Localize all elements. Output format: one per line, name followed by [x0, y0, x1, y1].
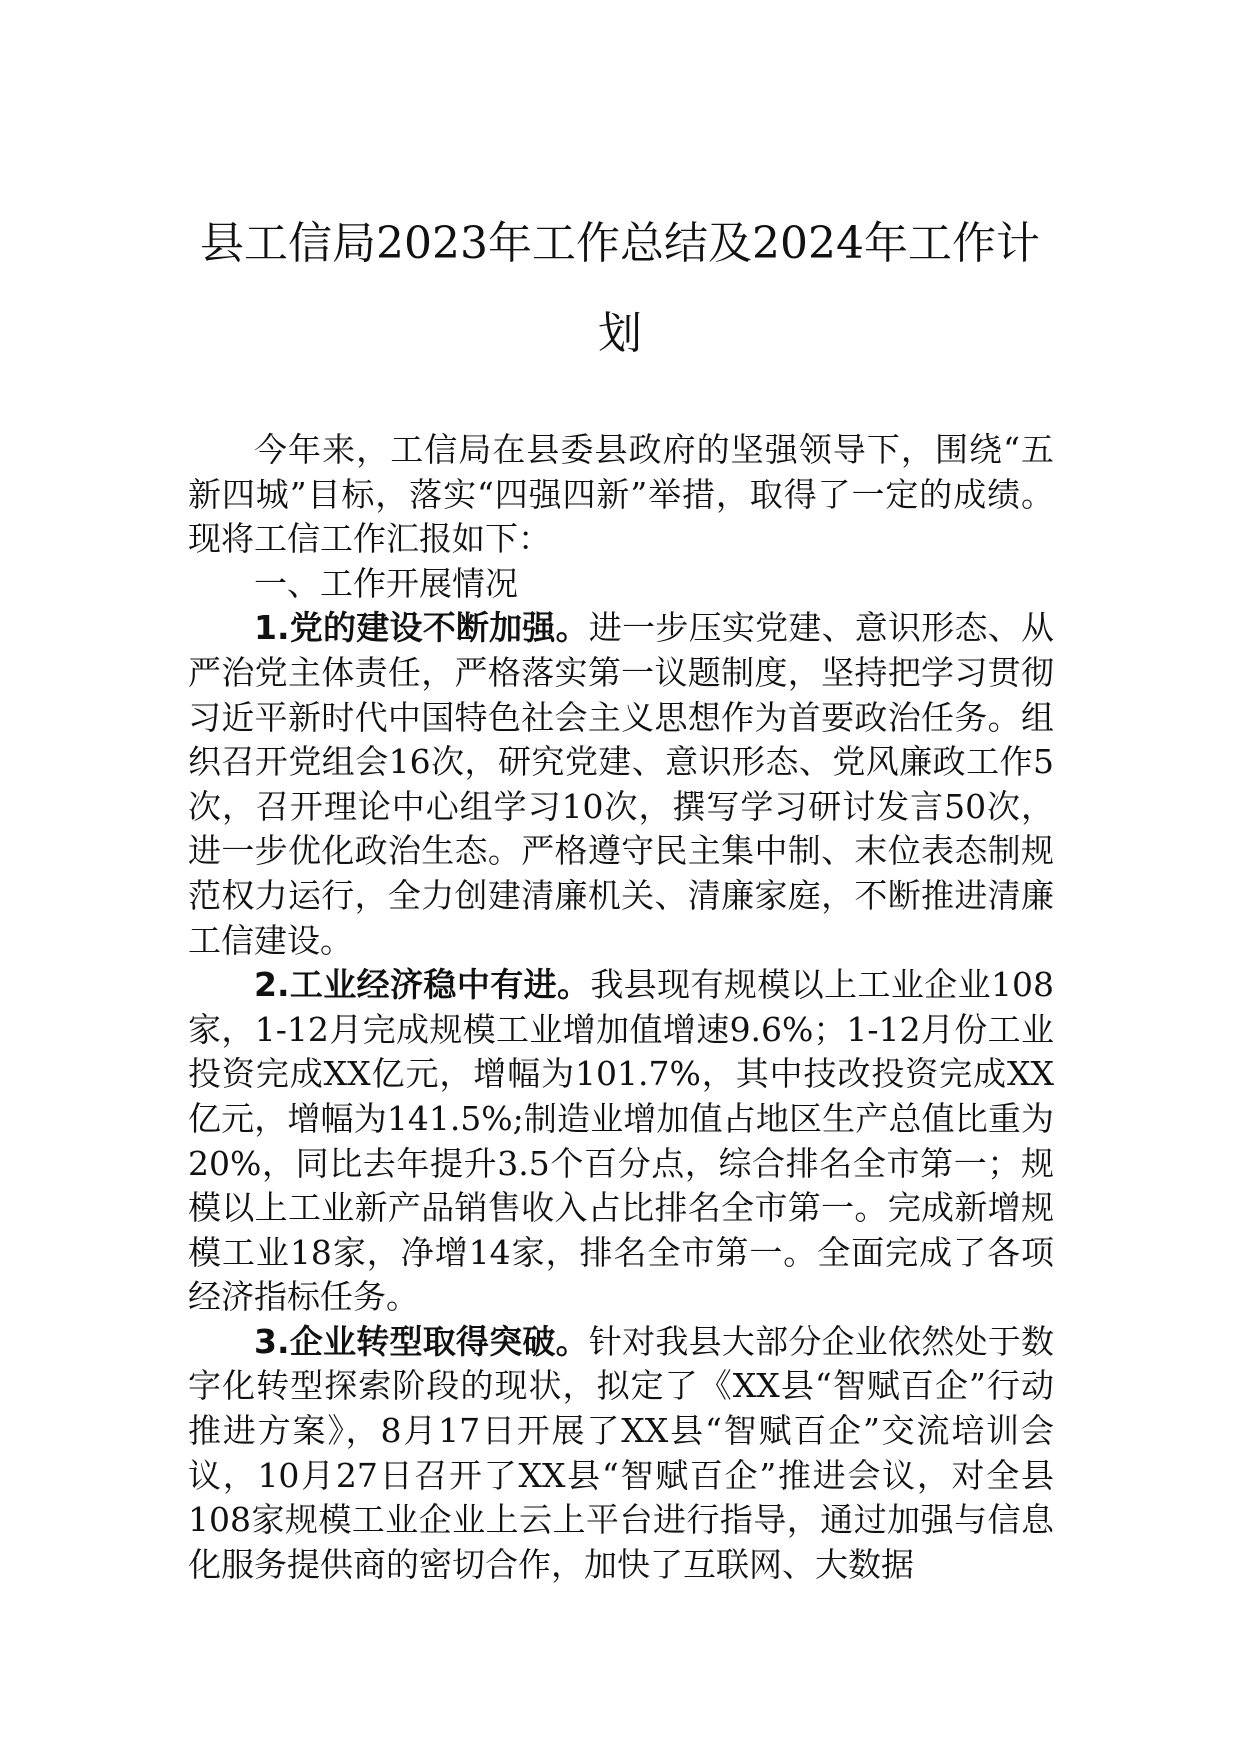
- item-heading-party-building: 1.党的建设不断加强。: [254, 608, 589, 648]
- item-paragraph-industrial-economy: [188, 963, 1054, 1320]
- item-heading-enterprise-transformation: 3.企业转型取得突破。: [254, 1321, 589, 1361]
- section-heading-work-status: 一、工作开展情况: [254, 563, 518, 603]
- document-body: [188, 428, 1054, 1587]
- item-text-enterprise-transformation: 针对我县大部分企业依然处于数字化转型探索阶段的现状，拟定了《XX县“智赋百企”行动推进方案》，8月17日开展了XX县“智赋百企”交流培训会议，10月27日召开了XX县“智赋百企”推进会议，对全县108家规模工业企业上云上平台进行指导，通过加强与信息化服务提供商的密切合作，加快了互联网、大数据: [188, 1321, 1054, 1584]
- intro-paragraph: 今年来，工信局在县委县政府的坚强领导下，围绕“五新四城”目标，落实“四强四新”举措，取得了一定的成绩。现将工信工作汇报如下：: [188, 430, 1054, 559]
- item-paragraph-enterprise-transformation: [188, 1320, 1054, 1588]
- document-title-line-2: 划: [598, 308, 642, 359]
- item-text-party-building: 进一步压实党建、意识形态、从严治党主体责任，严格落实第一议题制度，坚持把学习贯彻习近平新时代中国特色社会主义思想作为首要政治任务。组织召开党组会16次，研究党建、意识形态、党风廉政工作5次，召开理论中心组学习10次，撰写学习研讨发言50次，进一步优化政治生态。严格遵守民主集中制、末位表态制规范权力运行，全力创建清廉机关、清廉家庭，不断推进清廉工信建设。: [188, 608, 1054, 960]
- item-text-industrial-economy: 我县现有规模以上工业企业108家，1-12月完成规模工业增加值增速9.6%；1-12月份工业投资完成XX亿元，增幅为101.7%，其中技改投资完成XX亿元，增幅为141.5%;制造业增加值占地区生产总值比重为20%，同比去年提升3.5个百分点，综合排名全市第一；规模以上工业新产品销售收入占比排名全市第一。完成新增规模工业18家，净增14家，排名全市第一。全面完成了各项经济指标任务。: [188, 965, 1054, 1317]
- item-paragraph-party-building: [188, 606, 1054, 963]
- item-heading-industrial-economy: 2.工业经济稳中有进。: [254, 965, 591, 1005]
- document-title-line-1: 县工信局2023年工作总结及2024年工作计: [200, 218, 1040, 269]
